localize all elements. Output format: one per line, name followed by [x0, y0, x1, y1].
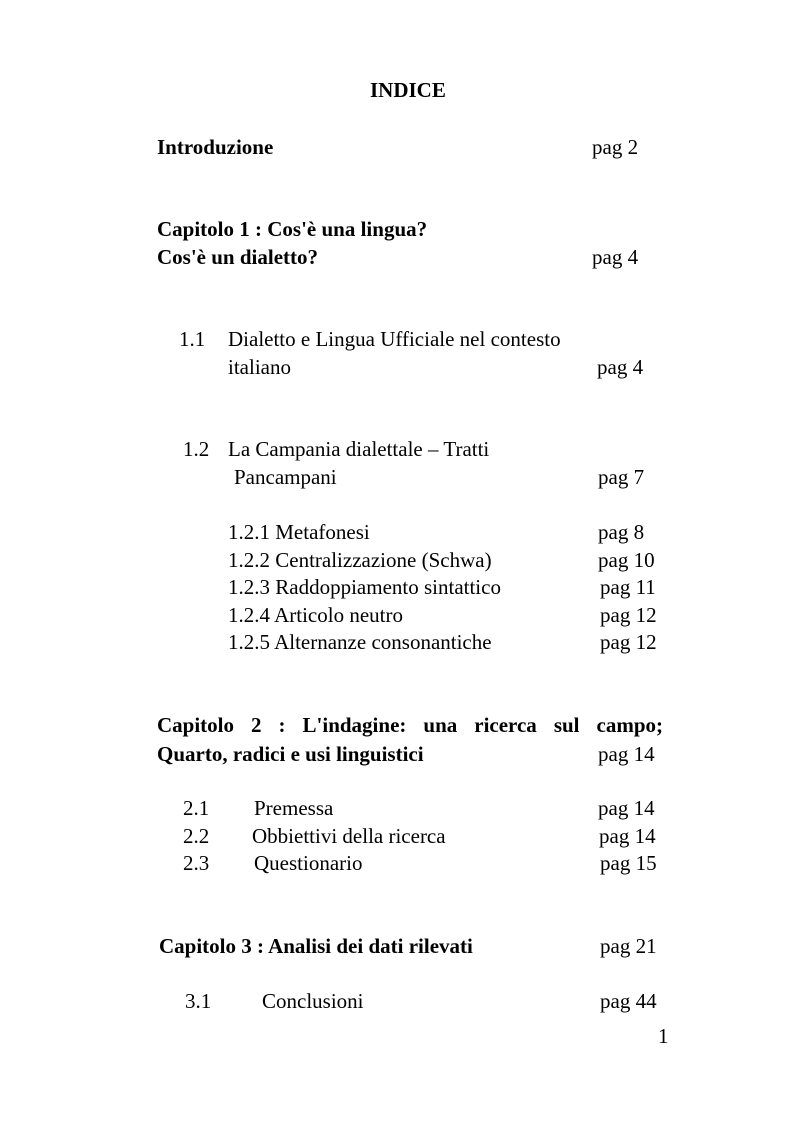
toc-word: sul	[553, 713, 580, 737]
toc-title: INDICE	[370, 78, 446, 102]
toc-label: Questionario	[254, 851, 363, 875]
toc-page: pag 12	[600, 603, 657, 627]
toc-label-continued: Pancampani	[234, 465, 337, 489]
toc-page: pag 4	[597, 355, 644, 379]
toc-label-continued: Cos'è un dialetto?	[157, 245, 319, 269]
toc-label: 1.2.3 Raddoppiamento sintattico	[228, 575, 501, 599]
toc-number: 2.2	[183, 824, 210, 848]
toc-word: una	[423, 713, 458, 737]
toc-word: :	[278, 713, 286, 737]
toc-label: 1.2.2 Centralizzazione (Schwa)	[228, 548, 492, 572]
toc-page: pag 2	[592, 135, 639, 159]
toc-word: ricerca	[474, 713, 537, 737]
toc-page: pag 14	[598, 742, 655, 766]
toc-label-continued: italiano	[228, 355, 291, 379]
toc-word: Capitolo	[157, 713, 235, 737]
toc-label: Obbiettivi della ricerca	[252, 824, 446, 848]
toc-number: 2.3	[183, 851, 210, 875]
toc-page: pag 12	[600, 630, 657, 654]
toc-page: pag 10	[598, 548, 655, 572]
toc-label-justified	[157, 715, 663, 736]
toc-label-continued: Quarto, radici e usi linguistici	[157, 742, 424, 766]
toc-label: Conclusioni	[262, 989, 364, 1013]
toc-page: pag 14	[599, 824, 656, 848]
toc-page: pag 11	[600, 575, 656, 599]
toc-label: 1.2.1 Metafonesi	[228, 520, 370, 544]
toc-word: campo;	[596, 713, 663, 737]
toc-page: pag 8	[598, 520, 645, 544]
toc-label: La Campania dialettale – Tratti	[228, 437, 490, 461]
toc-number: 2.1	[183, 796, 210, 820]
toc-page: pag 44	[600, 989, 657, 1013]
toc-label: Premessa	[254, 796, 334, 820]
toc-page: pag 21	[600, 934, 657, 958]
toc-page: pag 7	[598, 465, 645, 489]
toc-page: pag 15	[600, 851, 657, 875]
toc-number: 3.1	[185, 989, 212, 1013]
toc-label: 1.2.5 Alternanze consonantiche	[228, 630, 492, 654]
toc-label: 1.2.4 Articolo neutro	[228, 603, 403, 627]
toc-label: Capitolo 3 : Analisi dei dati rilevati	[159, 934, 473, 958]
toc-label: Introduzione	[157, 135, 274, 159]
toc-page: pag 4	[592, 245, 639, 269]
toc-label: Capitolo 1 : Cos'è una lingua?	[157, 217, 428, 241]
toc-word: 2	[251, 713, 262, 737]
toc-page: pag 14	[598, 796, 655, 820]
toc-number: 1.2	[183, 437, 210, 461]
toc-label: Dialetto e Lingua Ufficiale nel contesto	[228, 327, 561, 351]
toc-number: 1.1	[179, 327, 206, 351]
toc-word: L'indagine:	[302, 713, 407, 737]
page-number: 1	[658, 1024, 669, 1048]
